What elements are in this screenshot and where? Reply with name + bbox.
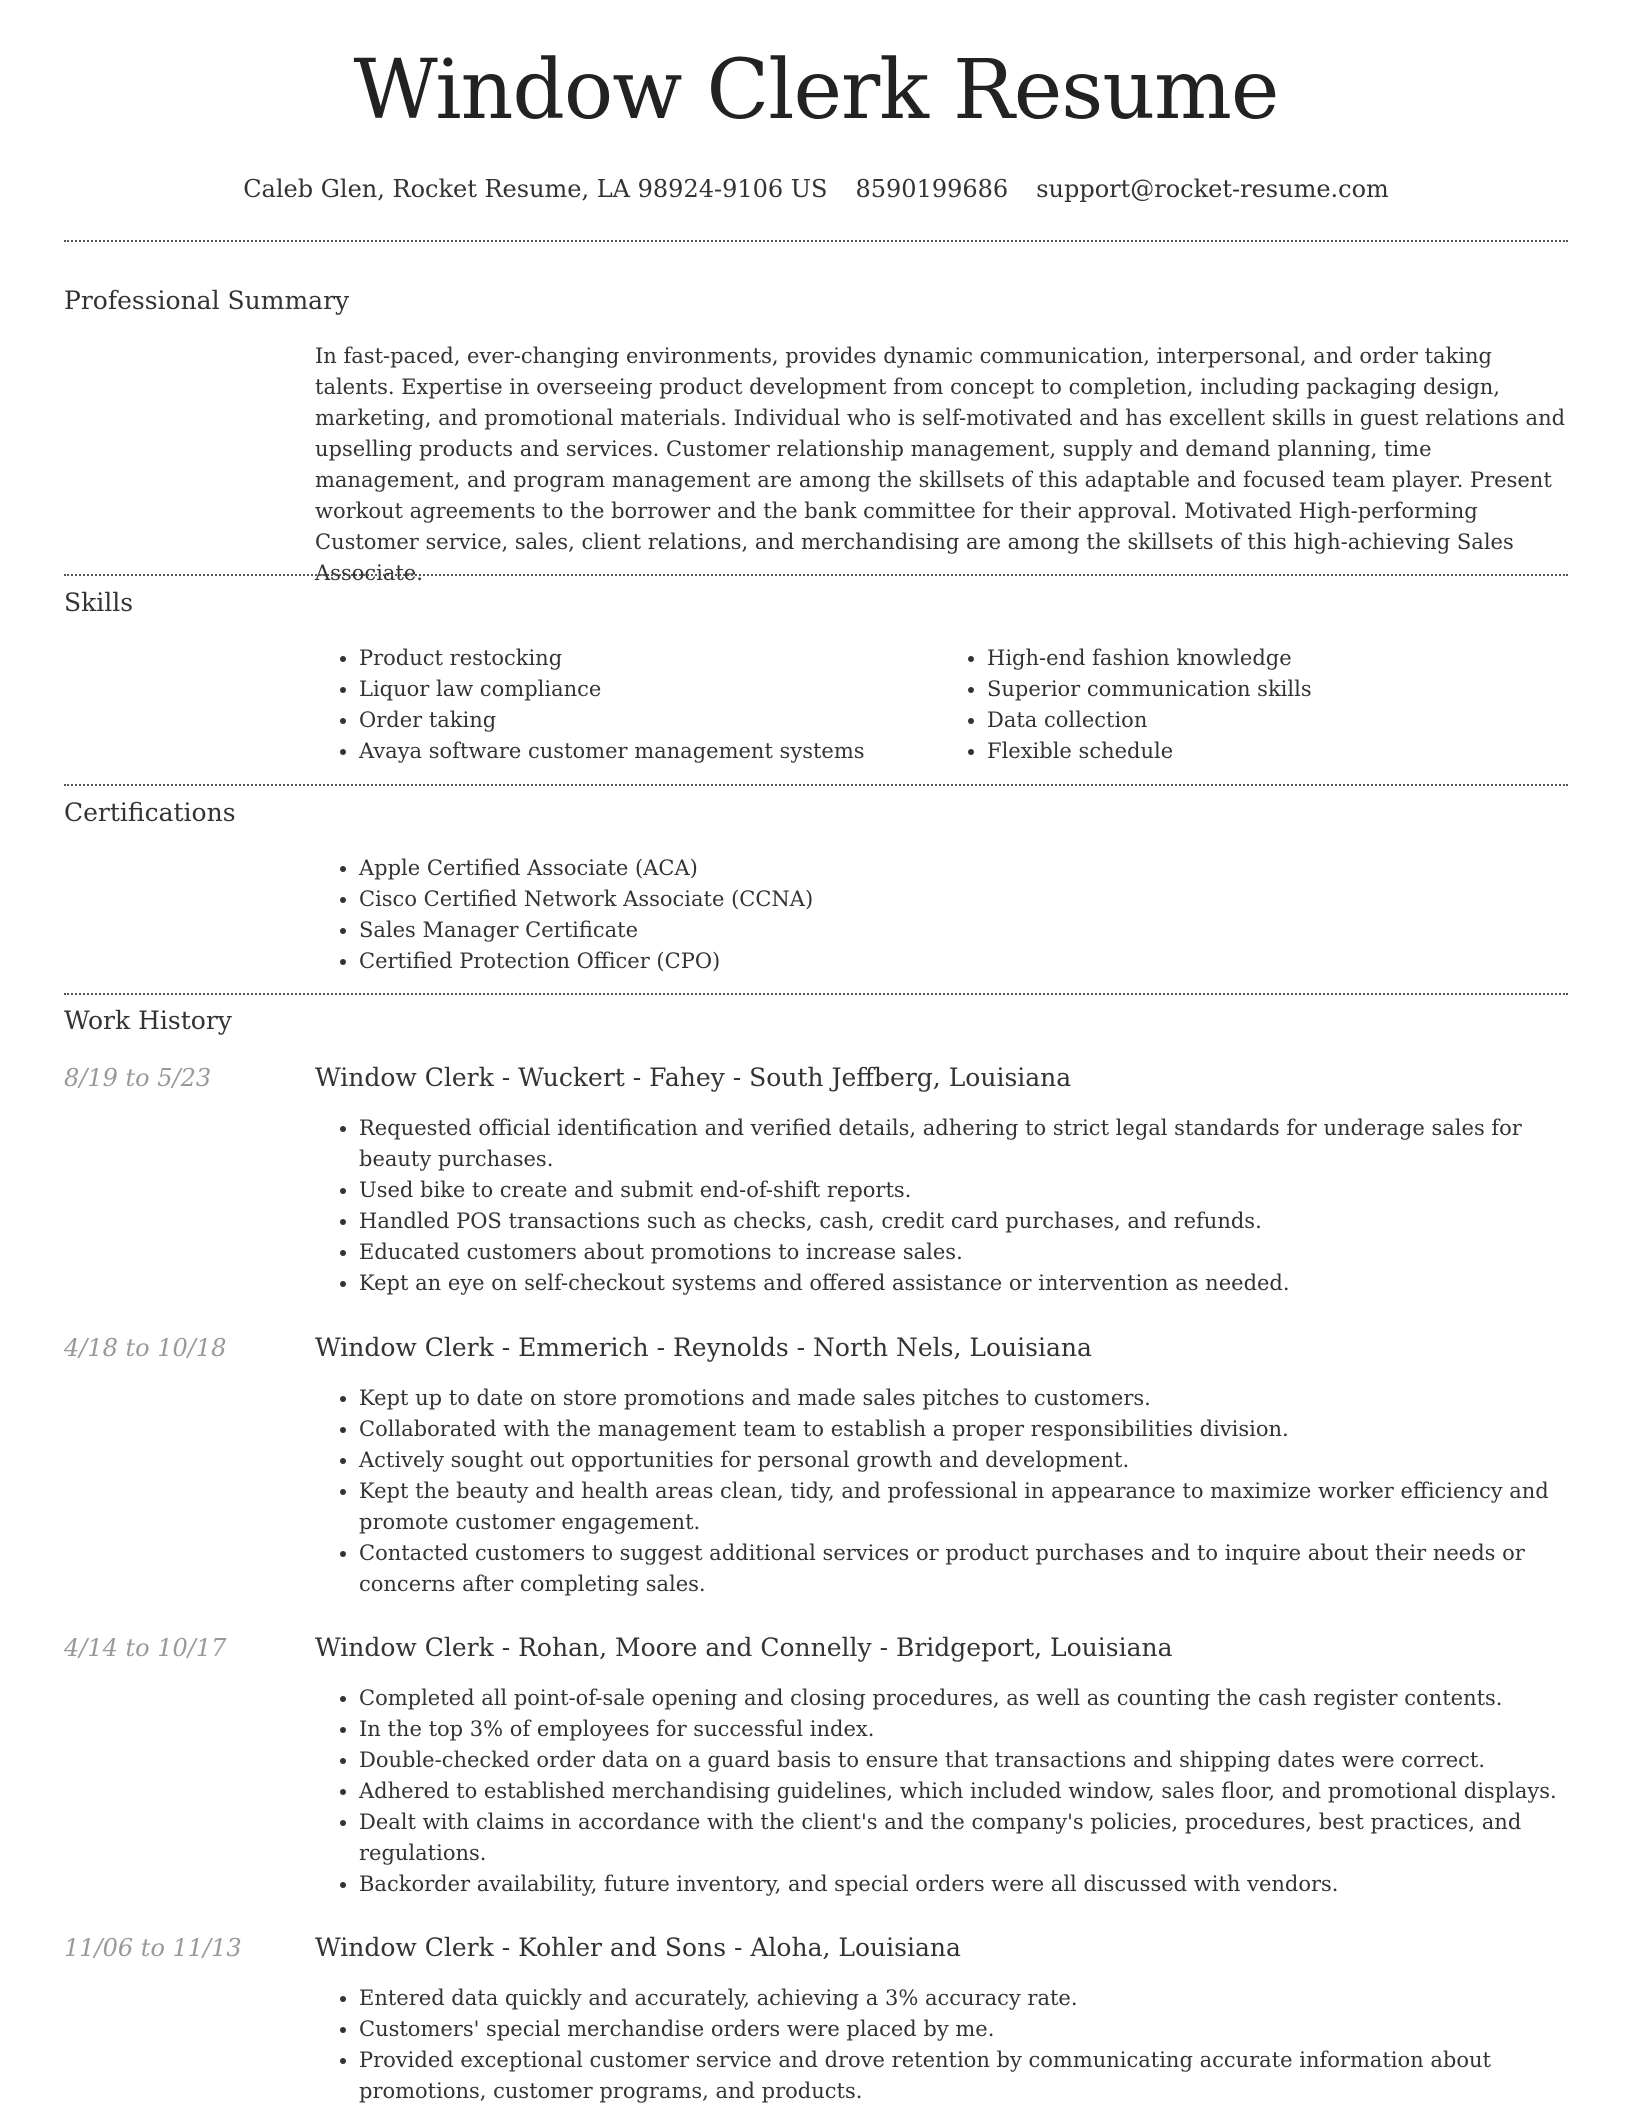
skill-item: • Avaya software customer management systems — [359, 736, 943, 767]
job-duty: • Actively sought out opportunities for personal growth and development. — [359, 1445, 1571, 1476]
job-duty: • Contacted customers to suggest additional services or product purchases and to inquire about their needs or concerns after completing sales. — [359, 1538, 1571, 1600]
skill-item: • Liquor law compliance — [359, 674, 943, 705]
job-duty: • Entered data quickly and accurately, achieving a 3% accuracy rate. — [359, 1983, 1571, 2014]
summary-text: In fast-paced, ever-changing environments, provides dynamic communication, interpersonal, and order taking talents. Expertise in overseeing product development from concept to completion, including packaging design, marketing, and promotional materials. Individual who is self-motivated and has excellent skills in guest relations and upselling products and services. Customer relationship management, supply and demand planning, time management, and program management are among the skillsets of this adaptable and focused team player. Present workout agreements to the borrower and the bank committee for their approval. Motivated High-performing Customer service, sales, client relations, and merchandising are among the skillsets of this high-achieving Sales Associate. — [315, 344, 1566, 585]
job-duty: • Customers' special merchandise orders were placed by me. — [359, 2014, 1571, 2045]
job-title: Window Clerk - Emmerich - Reynolds - North Nels, Louisiana — [315, 1333, 1092, 1362]
contact-email[interactable]: support@rocket-resume.com — [1036, 175, 1389, 203]
contact-phone: 8590199686 — [855, 175, 1009, 203]
contact-address: Caleb Glen, Rocket Resume, LA 98924-9106 US — [243, 175, 828, 203]
job-duty: • In the top 3% of employees for successful index. — [359, 1714, 1571, 1745]
job-duty: • Requested official identification and verified details, adhering to strict legal standards for underage sales for beauty purchases. — [359, 1113, 1571, 1175]
certifications-section — [315, 853, 1571, 977]
skills-heading: Skills — [64, 588, 134, 617]
skill-item: • High-end fashion knowledge — [987, 643, 1571, 674]
skill-item: • Order taking — [359, 705, 943, 736]
job-duties — [315, 1683, 1571, 1900]
divider — [64, 574, 1568, 576]
work-history-heading: Work History — [64, 1006, 232, 1035]
job-dates: 4/14 to 10/17 — [64, 1634, 227, 1662]
job-duties — [315, 1983, 1571, 2107]
certification-item: • Apple Certified Associate (ACA) — [359, 853, 1571, 884]
divider — [64, 993, 1568, 995]
job-title: Window Clerk - Rohan, Moore and Connelly - Bridgeport, Louisiana — [315, 1633, 1173, 1662]
job-duty: • Provided exceptional customer service and drove retention by communicating accurate information about promotions, customer programs, and products. — [359, 2045, 1571, 2107]
skill-item: • Flexible schedule — [987, 736, 1571, 767]
job-title: Window Clerk - Wuckert - Fahey - South Jeffberg, Louisiana — [315, 1063, 1072, 1092]
certification-item: • Certified Protection Officer (CPO) — [359, 946, 1571, 977]
job-dates: 8/19 to 5/23 — [64, 1064, 212, 1092]
certifications-heading: Certifications — [64, 798, 236, 827]
job-duty: • Educated customers about promotions to increase sales. — [359, 1237, 1571, 1268]
job-duty: • Kept an eye on self-checkout systems and offered assistance or intervention as needed. — [359, 1268, 1571, 1299]
job-duty: • Collaborated with the management team to establish a proper responsibilities division. — [359, 1414, 1571, 1445]
job-duty: • Adhered to established merchandising guidelines, which included window, sales floor, and promotional displays. — [359, 1776, 1571, 1807]
certifications-list — [315, 853, 1571, 977]
skill-item: • Data collection — [987, 705, 1571, 736]
job-duty: • Handled POS transactions such as checks, cash, credit card purchases, and refunds. — [359, 1206, 1571, 1237]
job-duties — [315, 1383, 1571, 1600]
job-duty: • Kept up to date on store promotions and made sales pitches to customers. — [359, 1383, 1571, 1414]
job-duty: • Double-checked order data on a guard basis to ensure that transactions and shipping dates were correct. — [359, 1745, 1571, 1776]
skills-list-right — [943, 643, 1571, 767]
job-dates: 4/18 to 10/18 — [64, 1334, 227, 1362]
job-duty: • Kept the beauty and health areas clean, tidy, and professional in appearance to maximize worker efficiency and promote customer engagement. — [359, 1476, 1571, 1538]
job-duty: • Completed all point-of-sale opening and closing procedures, as well as counting the cash register contents. — [359, 1683, 1571, 1714]
skill-item: • Product restocking — [359, 643, 943, 674]
job-duty: • Backorder availability, future inventory, and special orders were all discussed with vendors. — [359, 1869, 1571, 1900]
skill-item: • Superior communication skills — [987, 674, 1571, 705]
skills-section — [315, 643, 1571, 767]
job-duty: • Dealt with claims in accordance with the client's and the company's policies, procedures, best practices, and regulations. — [359, 1807, 1571, 1869]
contact-line — [0, 172, 1632, 206]
divider — [64, 240, 1568, 242]
certification-item: • Sales Manager Certificate — [359, 915, 1571, 946]
skills-list-left — [315, 643, 943, 767]
job-duty: • Used bike to create and submit end-of-shift reports. — [359, 1175, 1571, 1206]
divider — [64, 784, 1568, 786]
summary-heading: Professional Summary — [64, 286, 350, 315]
job-dates: 11/06 to 11/13 — [64, 1934, 242, 1962]
job-duties — [315, 1113, 1571, 1299]
summary-section — [315, 341, 1571, 589]
certification-item: • Cisco Certified Network Associate (CCNA) — [359, 884, 1571, 915]
resume-title: Window Clerk Resume — [353, 43, 1279, 138]
job-title: Window Clerk - Kohler and Sons - Aloha, Louisiana — [315, 1933, 961, 1962]
